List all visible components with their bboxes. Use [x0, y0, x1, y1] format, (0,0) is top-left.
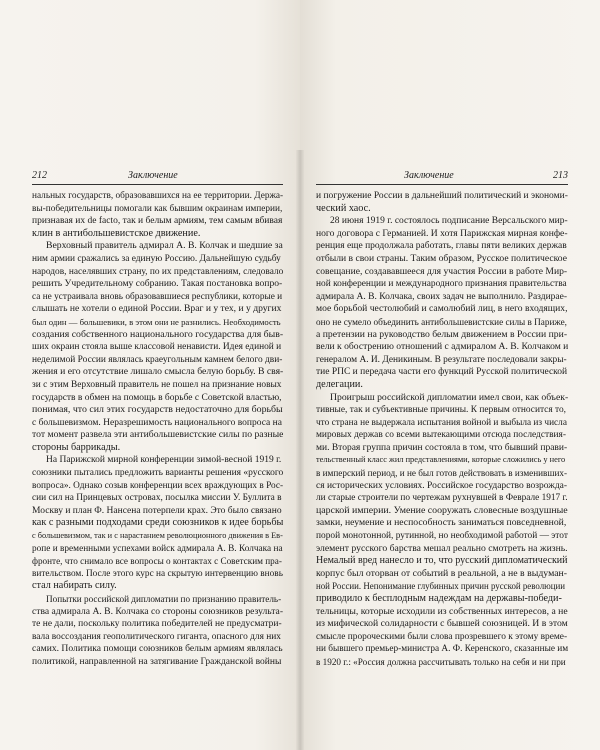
text-line: элемент русского барства мешал реально смотреть на жизнь.: [316, 542, 568, 554]
text-line: мое борьбой честолюбий и самолюбий лиц, в него входящих,: [316, 303, 568, 315]
text-line: как с разными подходами среди союзников к идее борьбы: [32, 517, 283, 529]
text-line: вопроса». Однако созыв конференции всех враждующих в Рос-: [32, 480, 283, 491]
text-line: признавая их de facto, так и белым армиям, тем самым вбивая: [32, 216, 283, 227]
text-line: ним армии сражались за единую Россию. Дальнейшую судьбу: [32, 253, 281, 264]
text-line: Немалый вред нанесло и то, что русский дипломатический: [316, 555, 568, 567]
text-line: 28 июня 1919 г. состоялось подписание Версальского мир-: [330, 216, 568, 227]
text-line: генералом А. И. Деникиным. В результате последовали закры-: [316, 354, 567, 365]
left-running-head: Заключение: [128, 170, 178, 181]
text-line: тот момент развела эти антибольшевистские силы по разные: [32, 429, 283, 441]
text-line: что страна не выдержала испытания войной и выбыла из числа: [316, 417, 567, 428]
text-line: ли старые строители по чертежам рухнувшей в Феврале 1917 г.: [316, 493, 568, 504]
text-line: Москву и план Ф. Нансена потерпели крах. Это было связано: [32, 505, 282, 516]
text-line: На Парижской мирной конференции зимой-весной 1919 г.: [46, 455, 282, 466]
right-page-header: [316, 170, 568, 184]
text-line: са не устраивала вновь образовавшиеся республики, которые и: [32, 291, 283, 302]
text-line: а претензии на руководство белым движением в России при-: [316, 328, 568, 340]
text-line: союзники пытались предложить варианты решения «русского: [32, 468, 283, 479]
text-line: делегации.: [316, 378, 363, 390]
text-line: вели к обострению отношений с адмиралом А. В. Колчаком и: [316, 341, 568, 353]
text-line: ренция еще продолжала работать, главы пяти великих держав: [316, 241, 567, 252]
text-line: ми. Вторая группа причин состояла в том, что бывший прави-: [316, 442, 568, 453]
text-line: создания собственного национального государства для быв-: [32, 328, 283, 340]
text-line: народов, населявших страну, по их представлениям, следовало: [32, 266, 283, 277]
text-line: ной конференции и международного признания правительства: [316, 279, 567, 290]
right-running-head: Заключение: [404, 170, 454, 181]
text-line: с большевизмом. Неразрешимость национального вопроса на: [32, 417, 282, 428]
left-page-number: 212: [32, 170, 47, 181]
text-line: тие РПС и передача части его функций Русской политической: [316, 367, 568, 378]
text-line: вительством. После этого курс на скрытую интервенцию вновь: [32, 568, 283, 579]
text-line: в 1920 г.: «Россия должна рассчитывать только на себя и ни при: [316, 656, 566, 667]
text-line: и погружение России в дальнейший политический и экономи-: [316, 191, 568, 201]
text-line: фронте, что снимало все вопросы о контактах с Советским пра-: [32, 556, 282, 567]
text-line: отбыли в свои страны. Таким образом, Русское политическое: [316, 252, 567, 264]
text-line: тельственный класс жил представлениями, которые сложились у него: [316, 455, 566, 465]
text-line: политикой, направленной на затягивание Гражданской войны: [32, 656, 282, 667]
text-line: ся исторических условиях. Российское государство возрожда-: [316, 480, 568, 491]
text-line: вала воссоздания геополитического гиганта, опасного для них: [32, 631, 281, 642]
text-line: ной России. Непонимание глубинных причин русской революции: [316, 581, 566, 592]
text-line: нальных государств, образовавшихся на ее территории. Держа-: [32, 191, 283, 201]
text-line: вы-победительницы помогали как бывшим окраинам империи,: [32, 203, 283, 214]
book-gutter: [296, 150, 304, 750]
text-line: жения и его отсутствие лишало смысла белую борьбу. В свя-: [32, 366, 283, 378]
text-line: оно не сумело объединить антибольшевистские силы в Париже,: [316, 316, 567, 327]
text-line: решить Учредительному собранию. Такая постановка вопро-: [32, 278, 283, 290]
text-line: царской империи. Умение сооружать словесные воздушные: [316, 504, 568, 516]
text-line: смысле пророческими были слова прозревшего к этому време-: [316, 631, 568, 642]
text-line: Попытки российской дипломатии по признанию правитель-: [46, 594, 282, 604]
text-line: те не дали, поскольку политика победителей не предусматри-: [32, 619, 282, 630]
text-line: слышать не хотели о единой России. Враг и у тех, и у других: [32, 303, 282, 315]
text-line: замки, неумение и неспособность заниматься повседневной,: [316, 517, 567, 529]
text-line: совещание, создававшееся для участия России в работе Мир-: [316, 265, 568, 277]
text-line: из мифической солидарности с бывшей союзницей. И в этом: [316, 618, 568, 630]
text-line: ни бывшего премьер-министра А. Ф. Керенского, сказанные им: [316, 644, 568, 655]
text-line: ческий хаос.: [316, 202, 371, 214]
text-line: зи с этим Верховный правитель не пошел на признание новых: [32, 379, 282, 390]
left-page-header: [32, 170, 283, 184]
text-line: ного договора с Германией. И хотя Парижская мирная конфе-: [316, 227, 568, 239]
text-line: неделимой России являлась краеугольным камнем белого дви-: [32, 354, 283, 365]
text-line: приводило к бесплодным надеждам на державы-победи-: [316, 593, 562, 604]
right-text-column: [316, 190, 568, 669]
text-line: в имперский период, и не был готов действовать в изменивших-: [316, 468, 568, 479]
text-line: ших окраин стояла выше классовой ненависти. Идея единой и: [32, 342, 282, 353]
text-line: ства адмирала А. В. Колчака со стороны союзников результа-: [32, 605, 283, 617]
text-line: понимая, что сил этих государств недостаточно для борьбы: [32, 404, 283, 416]
right-page-number: 213: [553, 170, 568, 181]
left-header-rule: [32, 184, 283, 185]
text-line: Верховный правитель адмирал А. В. Колчак и шедшие за: [46, 240, 283, 252]
text-line: порой монотонной, рутинной, но необходимой работой — этот: [316, 531, 568, 542]
text-line: государств в обмен на помощь в борьбе с Советской властью,: [32, 392, 282, 403]
right-page: [300, 0, 600, 750]
text-line: адмирала А. В. Колчака, своих задач не выполнило. Раздирае-: [316, 291, 568, 302]
text-line: был один — большевики, в этом они не разнились. Необходимость: [32, 316, 281, 327]
left-text-column: [32, 190, 283, 669]
text-line: корпус был оторван от событий в реальной, а не в выдуман-: [316, 567, 568, 579]
text-line: с большевизмом, так и с нарастанием революционного движения в Ев-: [32, 531, 283, 541]
text-line: мировых держав со всеми вытекающими отсюда последствия-: [316, 430, 566, 441]
text-line: тельницы, которые исходили из собственных интересов, а не: [316, 605, 568, 617]
text-line: тивные, так и субъективные причины. К первым относится то,: [316, 405, 567, 416]
right-header-rule: [316, 184, 568, 185]
text-line: сии сил на Принцевых островах, посылка миссии У. Буллита в: [32, 493, 282, 504]
text-line: самих. Политика помощи союзников белым армиям являлась: [32, 643, 283, 655]
text-line: стал набирать силу.: [32, 580, 117, 592]
text-line: ропе и временными успехами войск адмирала А. В. Колчака на: [32, 543, 283, 554]
text-line: стороны баррикады.: [32, 441, 121, 453]
text-line: Проигрыш российской дипломатии имел свои, как объек-: [330, 391, 568, 403]
text-line: клин в антибольшевистское движение.: [32, 227, 201, 239]
